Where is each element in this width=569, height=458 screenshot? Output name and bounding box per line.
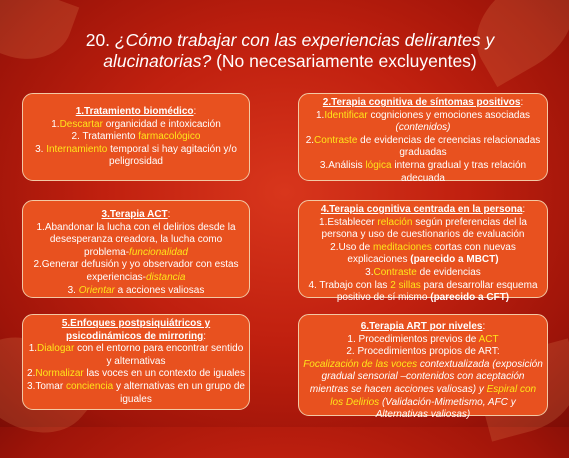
- slide-title: 20. ¿Cómo trabajar con las experiencias delirantes y alucinatorias? (No necesariamente excluyentes): [85, 30, 495, 71]
- box-terapia-art: 6.Terapia ART por niveles: 1. Procedimientos previos de ACT 2. Procedimientos propios de ART: Focalización de las voces contextualizada (exposición gradual sensorial –contenidos con aceptación mientras se hacen acciones valiosas) y Espiral con los Delirios (Validación-Mimetismo, AFC y Alternativas valiosas): [298, 314, 548, 416]
- box-terapia-act: 3.Terapia ACT: 1.Abandonar la lucha con el delirios desde la desesperanza creadora, la lucha como problema-funcionalidad 2.Generar defusión y yo observador con estas experiencias-distancia 3. Orientar a acciones valiosas: [22, 200, 250, 298]
- box-enfoques-postpsiquiatricos: 5.Enfoques postpsiquiátricos y psicodinámicos de mirroring: 1.Dialogar con el entorno para encontrar sentido y alternativas 2.Normalizar las voces en un contexto de iguales 3.Tomar conciencia y alternativas en un grupo de iguales: [22, 314, 250, 410]
- box-terapia-cognitiva-sintomas: 2.Terapia cognitiva de síntomas positivos: 1.Identificar cogniciones y emociones asociadas (contenidos) 2.Contraste de evidencias de creencias relacionadas graduadas 3.Análisis lógica interna gradual y tras relación adecuada: [298, 93, 548, 181]
- box-terapia-cognitiva-persona: 4.Terapia cognitiva centrada en la persona: 1.Establecer relación según preferencias del la persona y uso de cuestionarios de evaluación 2.Uso de meditaciones cortas con nuevas explicaciones (parecido a MBCT) 3.Contraste de evidencias 4. Trabajo con las 2 sillas para desarrollar esquema positivo de sí mismo (parecido a CFT): [298, 200, 548, 298]
- box-tratamiento-biomedico: 1.Tratamiento biomédico: 1.Descartar organicidad e intoxicación 2. Tratamiento farmacológico 3. Internamiento temporal si hay agitación y/o peligrosidad: [22, 93, 250, 181]
